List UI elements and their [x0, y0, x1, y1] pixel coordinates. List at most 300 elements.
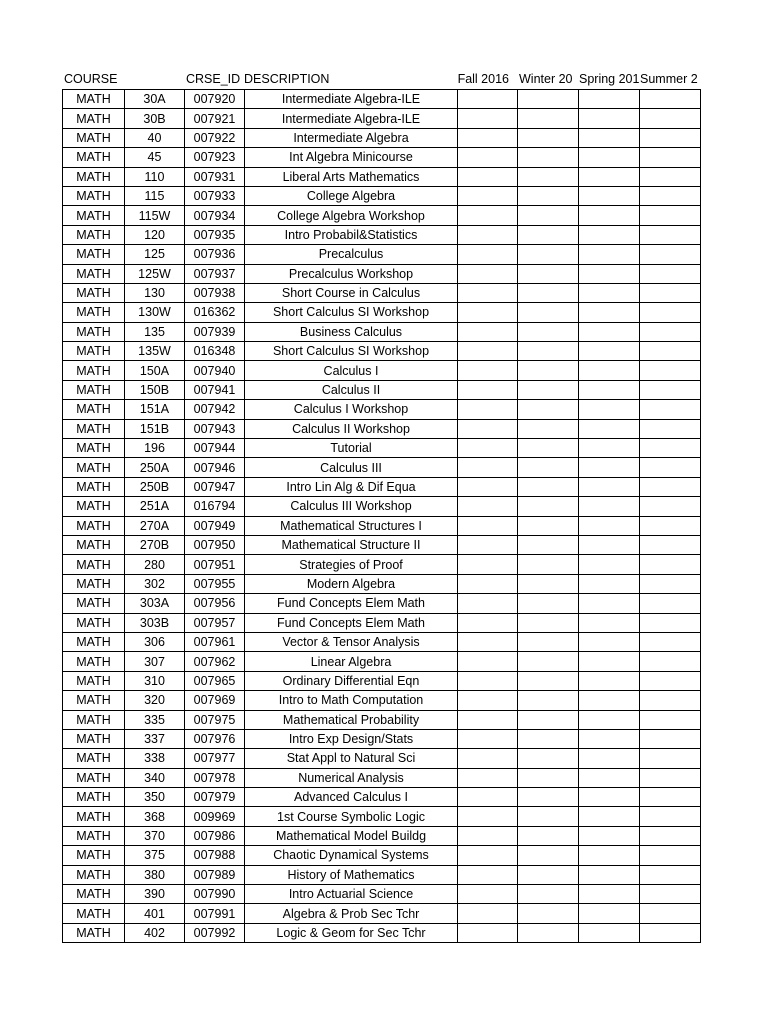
crse-id-cell[interactable]: 007934 — [185, 206, 245, 225]
description-cell[interactable]: History of Mathematics — [245, 865, 458, 884]
term-cell[interactable] — [458, 632, 518, 651]
course-number-cell[interactable]: 280 — [125, 555, 185, 574]
crse-id-cell[interactable]: 007979 — [185, 788, 245, 807]
term-cell[interactable] — [518, 768, 579, 787]
term-cell[interactable] — [518, 322, 579, 341]
term-cell[interactable] — [458, 846, 518, 865]
term-cell[interactable] — [579, 497, 640, 516]
course-number-cell[interactable]: 130W — [125, 303, 185, 322]
term-cell[interactable] — [640, 594, 701, 613]
term-cell[interactable] — [579, 342, 640, 361]
subject-cell[interactable]: MATH — [63, 148, 125, 167]
description-cell[interactable]: Calculus III — [245, 458, 458, 477]
term-cell[interactable] — [640, 283, 701, 302]
term-cell[interactable] — [579, 458, 640, 477]
course-number-cell[interactable]: 401 — [125, 904, 185, 923]
term-cell[interactable] — [518, 535, 579, 554]
term-cell[interactable] — [458, 206, 518, 225]
course-number-cell[interactable]: 307 — [125, 652, 185, 671]
term-cell[interactable] — [640, 167, 701, 186]
term-cell[interactable] — [458, 691, 518, 710]
term-cell[interactable] — [640, 109, 701, 128]
term-cell[interactable] — [640, 264, 701, 283]
term-cell[interactable] — [518, 109, 579, 128]
term-cell[interactable] — [579, 923, 640, 942]
description-cell[interactable]: College Algebra — [245, 186, 458, 205]
term-cell[interactable] — [518, 923, 579, 942]
crse-id-cell[interactable]: 007947 — [185, 477, 245, 496]
crse-id-cell[interactable]: 007950 — [185, 535, 245, 554]
crse-id-cell[interactable]: 007978 — [185, 768, 245, 787]
term-cell[interactable] — [518, 826, 579, 845]
description-cell[interactable]: Intermediate Algebra-ILE — [245, 109, 458, 128]
subject-cell[interactable]: MATH — [63, 497, 125, 516]
crse-id-cell[interactable]: 007937 — [185, 264, 245, 283]
description-cell[interactable]: Numerical Analysis — [245, 768, 458, 787]
description-cell[interactable]: Intro to Math Computation — [245, 691, 458, 710]
course-number-cell[interactable]: 251A — [125, 497, 185, 516]
term-cell[interactable] — [579, 807, 640, 826]
subject-cell[interactable]: MATH — [63, 283, 125, 302]
term-cell[interactable] — [518, 632, 579, 651]
term-cell[interactable] — [458, 148, 518, 167]
term-cell[interactable] — [518, 613, 579, 632]
course-number-cell[interactable]: 115 — [125, 186, 185, 205]
term-cell[interactable] — [640, 768, 701, 787]
subject-cell[interactable]: MATH — [63, 264, 125, 283]
description-cell[interactable]: Business Calculus — [245, 322, 458, 341]
term-cell[interactable] — [458, 826, 518, 845]
term-cell[interactable] — [640, 497, 701, 516]
term-cell[interactable] — [640, 516, 701, 535]
term-cell[interactable] — [458, 768, 518, 787]
crse-id-cell[interactable]: 007933 — [185, 186, 245, 205]
term-cell[interactable] — [518, 419, 579, 438]
description-cell[interactable]: Calculus III Workshop — [245, 497, 458, 516]
term-cell[interactable] — [579, 594, 640, 613]
term-cell[interactable] — [458, 923, 518, 942]
term-cell[interactable] — [458, 885, 518, 904]
term-cell[interactable] — [579, 303, 640, 322]
course-number-cell[interactable]: 368 — [125, 807, 185, 826]
description-cell[interactable]: Modern Algebra — [245, 574, 458, 593]
term-cell[interactable] — [518, 865, 579, 884]
course-number-cell[interactable]: 380 — [125, 865, 185, 884]
term-cell[interactable] — [579, 846, 640, 865]
subject-cell[interactable]: MATH — [63, 109, 125, 128]
term-cell[interactable] — [640, 555, 701, 574]
description-cell[interactable]: Int Algebra Minicourse — [245, 148, 458, 167]
term-cell[interactable] — [579, 749, 640, 768]
course-number-cell[interactable]: 135 — [125, 322, 185, 341]
course-number-cell[interactable]: 110 — [125, 167, 185, 186]
term-cell[interactable] — [640, 128, 701, 147]
term-cell[interactable] — [458, 342, 518, 361]
course-number-cell[interactable]: 303A — [125, 594, 185, 613]
crse-id-cell[interactable]: 007988 — [185, 846, 245, 865]
crse-id-cell[interactable]: 007989 — [185, 865, 245, 884]
term-cell[interactable] — [458, 264, 518, 283]
course-number-cell[interactable]: 375 — [125, 846, 185, 865]
course-number-cell[interactable]: 320 — [125, 691, 185, 710]
term-cell[interactable] — [518, 574, 579, 593]
term-cell[interactable] — [579, 710, 640, 729]
subject-cell[interactable]: MATH — [63, 749, 125, 768]
term-cell[interactable] — [579, 885, 640, 904]
description-cell[interactable]: Vector & Tensor Analysis — [245, 632, 458, 651]
term-cell[interactable] — [640, 729, 701, 748]
term-cell[interactable] — [640, 148, 701, 167]
course-number-cell[interactable]: 125 — [125, 245, 185, 264]
term-cell[interactable] — [458, 788, 518, 807]
course-number-cell[interactable]: 40 — [125, 128, 185, 147]
term-cell[interactable] — [579, 671, 640, 690]
course-number-cell[interactable]: 270A — [125, 516, 185, 535]
description-cell[interactable]: Ordinary Differential Eqn — [245, 671, 458, 690]
term-cell[interactable] — [458, 574, 518, 593]
description-cell[interactable]: Calculus II Workshop — [245, 419, 458, 438]
crse-id-cell[interactable]: 007920 — [185, 90, 245, 109]
term-cell[interactable] — [518, 904, 579, 923]
course-number-cell[interactable]: 30A — [125, 90, 185, 109]
description-cell[interactable]: Mathematical Structure II — [245, 535, 458, 554]
crse-id-cell[interactable]: 007957 — [185, 613, 245, 632]
term-cell[interactable] — [518, 671, 579, 690]
term-cell[interactable] — [640, 632, 701, 651]
term-cell[interactable] — [640, 613, 701, 632]
term-cell[interactable] — [518, 652, 579, 671]
term-cell[interactable] — [518, 710, 579, 729]
course-number-cell[interactable]: 340 — [125, 768, 185, 787]
subject-cell[interactable]: MATH — [63, 807, 125, 826]
crse-id-cell[interactable]: 007990 — [185, 885, 245, 904]
term-cell[interactable] — [640, 923, 701, 942]
term-cell[interactable] — [458, 380, 518, 399]
description-cell[interactable]: Intermediate Algebra-ILE — [245, 90, 458, 109]
course-number-cell[interactable]: 338 — [125, 749, 185, 768]
subject-cell[interactable]: MATH — [63, 904, 125, 923]
subject-cell[interactable]: MATH — [63, 691, 125, 710]
subject-cell[interactable]: MATH — [63, 826, 125, 845]
crse-id-cell[interactable]: 007977 — [185, 749, 245, 768]
term-cell[interactable] — [579, 477, 640, 496]
crse-id-cell[interactable]: 016348 — [185, 342, 245, 361]
description-cell[interactable]: Calculus I Workshop — [245, 400, 458, 419]
description-cell[interactable]: Precalculus Workshop — [245, 264, 458, 283]
subject-cell[interactable]: MATH — [63, 303, 125, 322]
subject-cell[interactable]: MATH — [63, 342, 125, 361]
description-cell[interactable]: Chaotic Dynamical Systems — [245, 846, 458, 865]
term-cell[interactable] — [579, 691, 640, 710]
term-cell[interactable] — [458, 594, 518, 613]
term-cell[interactable] — [518, 691, 579, 710]
description-cell[interactable]: Calculus II — [245, 380, 458, 399]
description-cell[interactable]: Mathematical Model Buildg — [245, 826, 458, 845]
description-cell[interactable]: Short Course in Calculus — [245, 283, 458, 302]
crse-id-cell[interactable]: 007949 — [185, 516, 245, 535]
term-cell[interactable] — [640, 826, 701, 845]
term-cell[interactable] — [518, 749, 579, 768]
term-cell[interactable] — [518, 788, 579, 807]
term-cell[interactable] — [518, 380, 579, 399]
crse-id-cell[interactable]: 007931 — [185, 167, 245, 186]
term-cell[interactable] — [458, 167, 518, 186]
course-number-cell[interactable]: 135W — [125, 342, 185, 361]
term-cell[interactable] — [518, 846, 579, 865]
term-cell[interactable] — [458, 729, 518, 748]
description-cell[interactable]: Linear Algebra — [245, 652, 458, 671]
course-number-cell[interactable]: 45 — [125, 148, 185, 167]
term-cell[interactable] — [518, 400, 579, 419]
term-cell[interactable] — [640, 865, 701, 884]
description-cell[interactable]: Advanced Calculus I — [245, 788, 458, 807]
description-cell[interactable]: 1st Course Symbolic Logic — [245, 807, 458, 826]
subject-cell[interactable]: MATH — [63, 439, 125, 458]
term-cell[interactable] — [458, 322, 518, 341]
description-cell[interactable]: Short Calculus SI Workshop — [245, 303, 458, 322]
crse-id-cell[interactable]: 007921 — [185, 109, 245, 128]
term-cell[interactable] — [640, 671, 701, 690]
term-cell[interactable] — [458, 283, 518, 302]
term-cell[interactable] — [458, 477, 518, 496]
term-cell[interactable] — [579, 768, 640, 787]
term-cell[interactable] — [579, 245, 640, 264]
term-cell[interactable] — [579, 206, 640, 225]
term-cell[interactable] — [518, 225, 579, 244]
term-cell[interactable] — [579, 167, 640, 186]
subject-cell[interactable]: MATH — [63, 865, 125, 884]
term-cell[interactable] — [458, 535, 518, 554]
description-cell[interactable]: Logic & Geom for Sec Tchr — [245, 923, 458, 942]
term-cell[interactable] — [640, 361, 701, 380]
term-cell[interactable] — [579, 148, 640, 167]
term-cell[interactable] — [640, 788, 701, 807]
subject-cell[interactable]: MATH — [63, 574, 125, 593]
term-cell[interactable] — [640, 885, 701, 904]
crse-id-cell[interactable]: 016362 — [185, 303, 245, 322]
subject-cell[interactable]: MATH — [63, 186, 125, 205]
description-cell[interactable]: Fund Concepts Elem Math — [245, 594, 458, 613]
term-cell[interactable] — [579, 90, 640, 109]
term-cell[interactable] — [579, 729, 640, 748]
term-cell[interactable] — [458, 904, 518, 923]
term-cell[interactable] — [640, 322, 701, 341]
crse-id-cell[interactable]: 007941 — [185, 380, 245, 399]
subject-cell[interactable]: MATH — [63, 613, 125, 632]
term-cell[interactable] — [518, 516, 579, 535]
course-number-cell[interactable]: 125W — [125, 264, 185, 283]
description-cell[interactable]: Stat Appl to Natural Sci — [245, 749, 458, 768]
term-cell[interactable] — [640, 303, 701, 322]
course-number-cell[interactable]: 370 — [125, 826, 185, 845]
term-cell[interactable] — [640, 225, 701, 244]
term-cell[interactable] — [640, 186, 701, 205]
term-cell[interactable] — [579, 283, 640, 302]
term-cell[interactable] — [458, 458, 518, 477]
term-cell[interactable] — [579, 225, 640, 244]
course-number-cell[interactable]: 306 — [125, 632, 185, 651]
description-cell[interactable]: Fund Concepts Elem Math — [245, 613, 458, 632]
course-number-cell[interactable]: 151A — [125, 400, 185, 419]
description-cell[interactable]: College Algebra Workshop — [245, 206, 458, 225]
crse-id-cell[interactable]: 007986 — [185, 826, 245, 845]
term-cell[interactable] — [579, 128, 640, 147]
term-cell[interactable] — [518, 497, 579, 516]
term-cell[interactable] — [518, 458, 579, 477]
crse-id-cell[interactable]: 007939 — [185, 322, 245, 341]
subject-cell[interactable]: MATH — [63, 322, 125, 341]
term-cell[interactable] — [579, 516, 640, 535]
term-cell[interactable] — [458, 555, 518, 574]
term-cell[interactable] — [579, 826, 640, 845]
subject-cell[interactable]: MATH — [63, 729, 125, 748]
crse-id-cell[interactable]: 007940 — [185, 361, 245, 380]
term-cell[interactable] — [640, 535, 701, 554]
course-number-cell[interactable]: 335 — [125, 710, 185, 729]
crse-id-cell[interactable]: 007938 — [185, 283, 245, 302]
term-cell[interactable] — [518, 128, 579, 147]
description-cell[interactable]: Intermediate Algebra — [245, 128, 458, 147]
term-cell[interactable] — [518, 245, 579, 264]
term-cell[interactable] — [518, 283, 579, 302]
subject-cell[interactable]: MATH — [63, 128, 125, 147]
subject-cell[interactable]: MATH — [63, 846, 125, 865]
term-cell[interactable] — [458, 516, 518, 535]
term-cell[interactable] — [640, 342, 701, 361]
crse-id-cell[interactable]: 007922 — [185, 128, 245, 147]
description-cell[interactable]: Strategies of Proof — [245, 555, 458, 574]
term-cell[interactable] — [458, 652, 518, 671]
term-cell[interactable] — [458, 710, 518, 729]
subject-cell[interactable]: MATH — [63, 90, 125, 109]
term-cell[interactable] — [579, 186, 640, 205]
subject-cell[interactable]: MATH — [63, 245, 125, 264]
term-cell[interactable] — [518, 342, 579, 361]
term-cell[interactable] — [458, 245, 518, 264]
course-number-cell[interactable]: 196 — [125, 439, 185, 458]
term-cell[interactable] — [579, 361, 640, 380]
crse-id-cell[interactable]: 007944 — [185, 439, 245, 458]
term-cell[interactable] — [458, 303, 518, 322]
term-cell[interactable] — [518, 186, 579, 205]
crse-id-cell[interactable]: 007951 — [185, 555, 245, 574]
term-cell[interactable] — [458, 186, 518, 205]
crse-id-cell[interactable]: 007936 — [185, 245, 245, 264]
subject-cell[interactable]: MATH — [63, 167, 125, 186]
subject-cell[interactable]: MATH — [63, 594, 125, 613]
description-cell[interactable]: Liberal Arts Mathematics — [245, 167, 458, 186]
course-number-cell[interactable]: 337 — [125, 729, 185, 748]
term-cell[interactable] — [640, 749, 701, 768]
term-cell[interactable] — [579, 574, 640, 593]
term-cell[interactable] — [458, 497, 518, 516]
crse-id-cell[interactable]: 007962 — [185, 652, 245, 671]
term-cell[interactable] — [640, 710, 701, 729]
term-cell[interactable] — [458, 225, 518, 244]
term-cell[interactable] — [640, 400, 701, 419]
course-number-cell[interactable]: 30B — [125, 109, 185, 128]
term-cell[interactable] — [518, 807, 579, 826]
term-cell[interactable] — [640, 439, 701, 458]
term-cell[interactable] — [458, 613, 518, 632]
subject-cell[interactable]: MATH — [63, 400, 125, 419]
term-cell[interactable] — [579, 322, 640, 341]
description-cell[interactable]: Intro Lin Alg & Dif Equa — [245, 477, 458, 496]
course-number-cell[interactable]: 150A — [125, 361, 185, 380]
term-cell[interactable] — [518, 729, 579, 748]
term-cell[interactable] — [518, 361, 579, 380]
description-cell[interactable]: Short Calculus SI Workshop — [245, 342, 458, 361]
term-cell[interactable] — [458, 128, 518, 147]
description-cell[interactable]: Intro Exp Design/Stats — [245, 729, 458, 748]
crse-id-cell[interactable]: 007965 — [185, 671, 245, 690]
description-cell[interactable]: Intro Probabil&Statistics — [245, 225, 458, 244]
term-cell[interactable] — [518, 167, 579, 186]
term-cell[interactable] — [518, 555, 579, 574]
term-cell[interactable] — [640, 419, 701, 438]
term-cell[interactable] — [518, 594, 579, 613]
term-cell[interactable] — [579, 264, 640, 283]
term-cell[interactable] — [579, 652, 640, 671]
subject-cell[interactable]: MATH — [63, 535, 125, 554]
course-number-cell[interactable]: 390 — [125, 885, 185, 904]
subject-cell[interactable]: MATH — [63, 768, 125, 787]
term-cell[interactable] — [579, 439, 640, 458]
term-cell[interactable] — [518, 148, 579, 167]
course-number-cell[interactable]: 130 — [125, 283, 185, 302]
course-number-cell[interactable]: 115W — [125, 206, 185, 225]
subject-cell[interactable]: MATH — [63, 458, 125, 477]
term-cell[interactable] — [518, 264, 579, 283]
term-cell[interactable] — [579, 904, 640, 923]
crse-id-cell[interactable]: 007942 — [185, 400, 245, 419]
term-cell[interactable] — [458, 807, 518, 826]
subject-cell[interactable]: MATH — [63, 788, 125, 807]
course-number-cell[interactable]: 350 — [125, 788, 185, 807]
term-cell[interactable] — [579, 109, 640, 128]
crse-id-cell[interactable]: 007923 — [185, 148, 245, 167]
term-cell[interactable] — [640, 380, 701, 399]
crse-id-cell[interactable]: 007961 — [185, 632, 245, 651]
subject-cell[interactable]: MATH — [63, 361, 125, 380]
term-cell[interactable] — [579, 535, 640, 554]
term-cell[interactable] — [579, 788, 640, 807]
description-cell[interactable]: Intro Actuarial Science — [245, 885, 458, 904]
subject-cell[interactable]: MATH — [63, 671, 125, 690]
term-cell[interactable] — [518, 885, 579, 904]
crse-id-cell[interactable]: 007935 — [185, 225, 245, 244]
subject-cell[interactable]: MATH — [63, 710, 125, 729]
term-cell[interactable] — [458, 361, 518, 380]
term-cell[interactable] — [458, 671, 518, 690]
course-number-cell[interactable]: 151B — [125, 419, 185, 438]
term-cell[interactable] — [518, 206, 579, 225]
term-cell[interactable] — [579, 555, 640, 574]
subject-cell[interactable]: MATH — [63, 885, 125, 904]
subject-cell[interactable]: MATH — [63, 516, 125, 535]
crse-id-cell[interactable]: 007976 — [185, 729, 245, 748]
term-cell[interactable] — [458, 439, 518, 458]
course-number-cell[interactable]: 303B — [125, 613, 185, 632]
description-cell[interactable]: Precalculus — [245, 245, 458, 264]
subject-cell[interactable]: MATH — [63, 206, 125, 225]
term-cell[interactable] — [458, 400, 518, 419]
subject-cell[interactable]: MATH — [63, 632, 125, 651]
term-cell[interactable] — [640, 807, 701, 826]
crse-id-cell[interactable]: 007955 — [185, 574, 245, 593]
crse-id-cell[interactable]: 007946 — [185, 458, 245, 477]
term-cell[interactable] — [640, 574, 701, 593]
